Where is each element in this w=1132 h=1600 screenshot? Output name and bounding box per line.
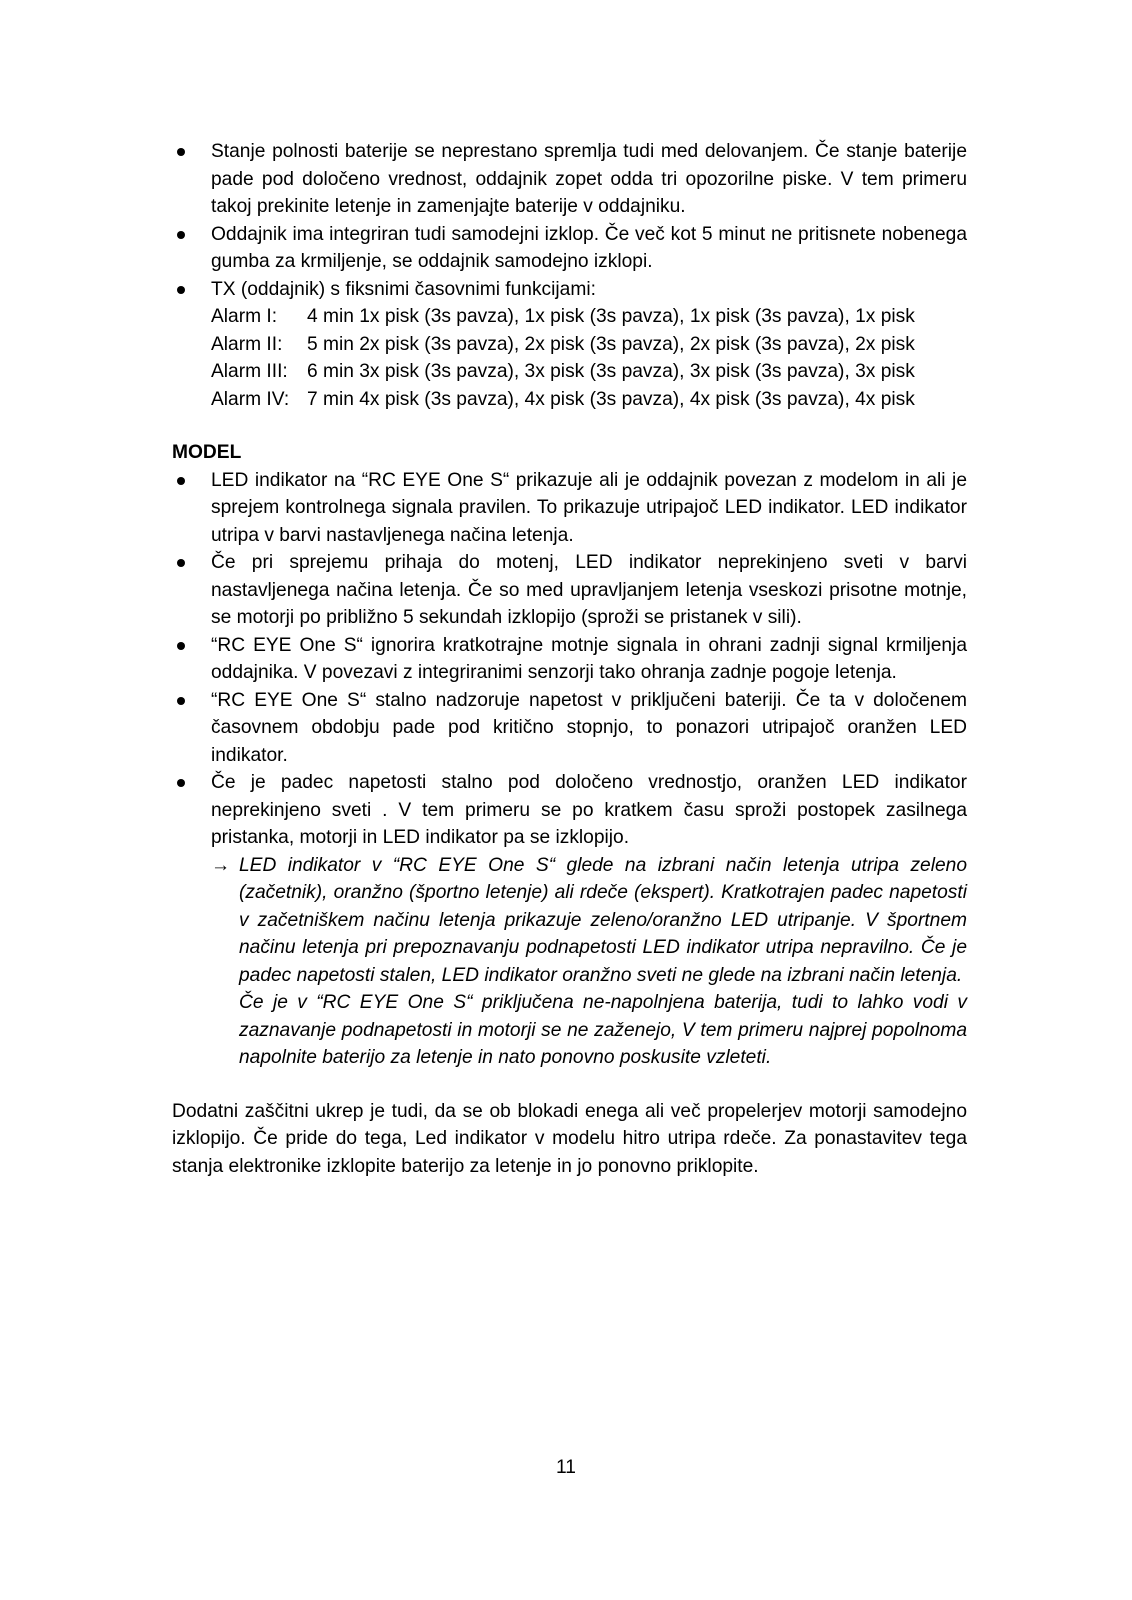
bullet-icon [177,642,185,650]
alarm-description: 7 min 4x pisk (3s pavza), 4x pisk (3s pavza), 4x pisk (3s pavza), 4x pisk [307,388,915,410]
list-item [172,769,967,1072]
bullet-icon [177,231,185,239]
alarm-name: Alarm I: [211,306,278,327]
alarm-name: Alarm III: [211,361,288,382]
note-paragraph: LED indikator v “RC EYE One S“ glede na izbrani način letenja utripa zeleno (začetnik), oranžno (športno letenje) ali rdeče (ekspert). Kratkotrajen padec napetosti v začetniškem načinu letenja prikazuje zeleno/oranžno LED utripanje. V športnem načinu letenja pri prepoznavanju podnapetosti LED indikator utripa nepravilno. Če je padec napetosti stalen, LED indikator oranžno sveti ne glede na izbrani način letenja. [239,854,967,986]
arrow-right-icon: → [211,854,231,876]
bullet-icon [177,779,185,787]
bullet-text: LED indikator na “RC EYE One S“ prikazuje ali je oddajnik povezan z modelom in ali je sprejem kontrolnega signala pravilen. To prikazuje utripajoč LED indikator. LED indikator utripa v barvi nastavljenega načina letenja. [211,469,967,546]
transmitter-bullet-list [172,138,967,413]
list-item [172,138,967,221]
alarm-name: Alarm II: [211,333,283,355]
alarm-description: 4 min 1x pisk (3s pavza), 1x pisk (3s pavza), 1x pisk (3s pavza), 1x pisk [307,306,915,327]
list-item [172,467,967,550]
closing-paragraph: Dodatni zaščitni ukrep je tudi, da se ob blokadi enega ali več propelerjev motorji samodejno izklopijo. Če pride do tega, Led indikator v modelu hitro utripa rdeče. Za ponastavitev tega stanja elektronike izklopite baterijo za letenje in jo ponovno priklopite. [172,1100,967,1177]
bullet-text: Če pri sprejemu prihaja do motenj, LED indikator neprekinjeno sveti v barvi nastavljenega načina letenja. Če so med upravljanjem letenja vseskozi prisotne motnje, se motorji po približno 5 sekundah izklopijo (sproži se pristanek v sili). [211,552,967,628]
bullet-text: Oddajnik ima integriran tudi samodejni izklop. Če več kot 5 minut ne pritisnete nobenega gumba za krmiljenje, se oddajnik samodejno izklopi. [211,223,967,272]
list-item [172,687,967,770]
list-item [172,221,967,276]
alarm-row [211,331,967,359]
alarm-description: 5 min 2x pisk (3s pavza), 2x pisk (3s pavza), 2x pisk (3s pavza), 2x pisk [307,333,915,355]
alarm-row [211,303,967,331]
alarm-row [211,386,967,414]
bullet-text: “RC EYE One S“ ignorira kratkotrajne motnje signala in ohrani zadnji signal krmiljenja oddajnika. V povezavi z integriranimi senzorji tako ohranja zadnje pogoje letenja. [211,634,967,683]
page-content [172,138,967,1180]
bullet-icon [177,148,185,156]
alarm-description: 6 min 3x pisk (3s pavza), 3x pisk (3s pavza), 3x pisk (3s pavza), 3x pisk [307,361,915,382]
page-number: 11 [556,1457,576,1478]
section-heading-model: MODEL [172,442,242,463]
bullet-icon [177,559,185,567]
alarm-table [211,303,967,413]
note-paragraph: Če je v “RC EYE One S“ priključena ne-napolnjena baterija, tudi to lahko vodi v zaznavanje podnapetosti in motorji se ne zaženejo, V tem primeru najprej popolnoma napolnite baterijo za letenje in nato ponovno poskusite vzleteti. [239,992,967,1068]
alarm-name: Alarm IV: [211,388,290,410]
bullet-icon [177,286,185,294]
bullet-text: TX (oddajnik) s fiksnimi časovnimi funkcijami: [211,278,596,300]
bullet-icon [177,697,185,705]
led-note [211,852,967,1072]
bullet-icon [177,477,185,485]
alarm-row [211,358,967,386]
bullet-text: “RC EYE One S“ stalno nadzoruje napetost v priključeni bateriji. Če ta v določenem časovnem obdobju pade pod kritično stopnjo, to ponazori utripajoč oranžen LED indikator. [211,689,967,766]
bullet-text: Stanje polnosti baterije se neprestano spremlja tudi med delovanjem. Če stanje baterije pade pod določeno vrednost, oddajnik zopet odda tri opozorilne piske. V tem primeru takoj prekinite letenje in zamenjajte baterije v oddajniku. [211,141,967,217]
list-item [172,549,967,632]
bullet-text: Če je padec napetosti stalno pod določeno vrednostjo, oranžen LED indikator neprekinjeno sveti . V tem primeru se po kratkem času sproži postopek zasilnega pristanka, motorji in LED indikator pa se izklopijo. [211,772,967,848]
model-bullet-list [172,467,967,1072]
list-item [172,276,967,414]
list-item [172,632,967,687]
